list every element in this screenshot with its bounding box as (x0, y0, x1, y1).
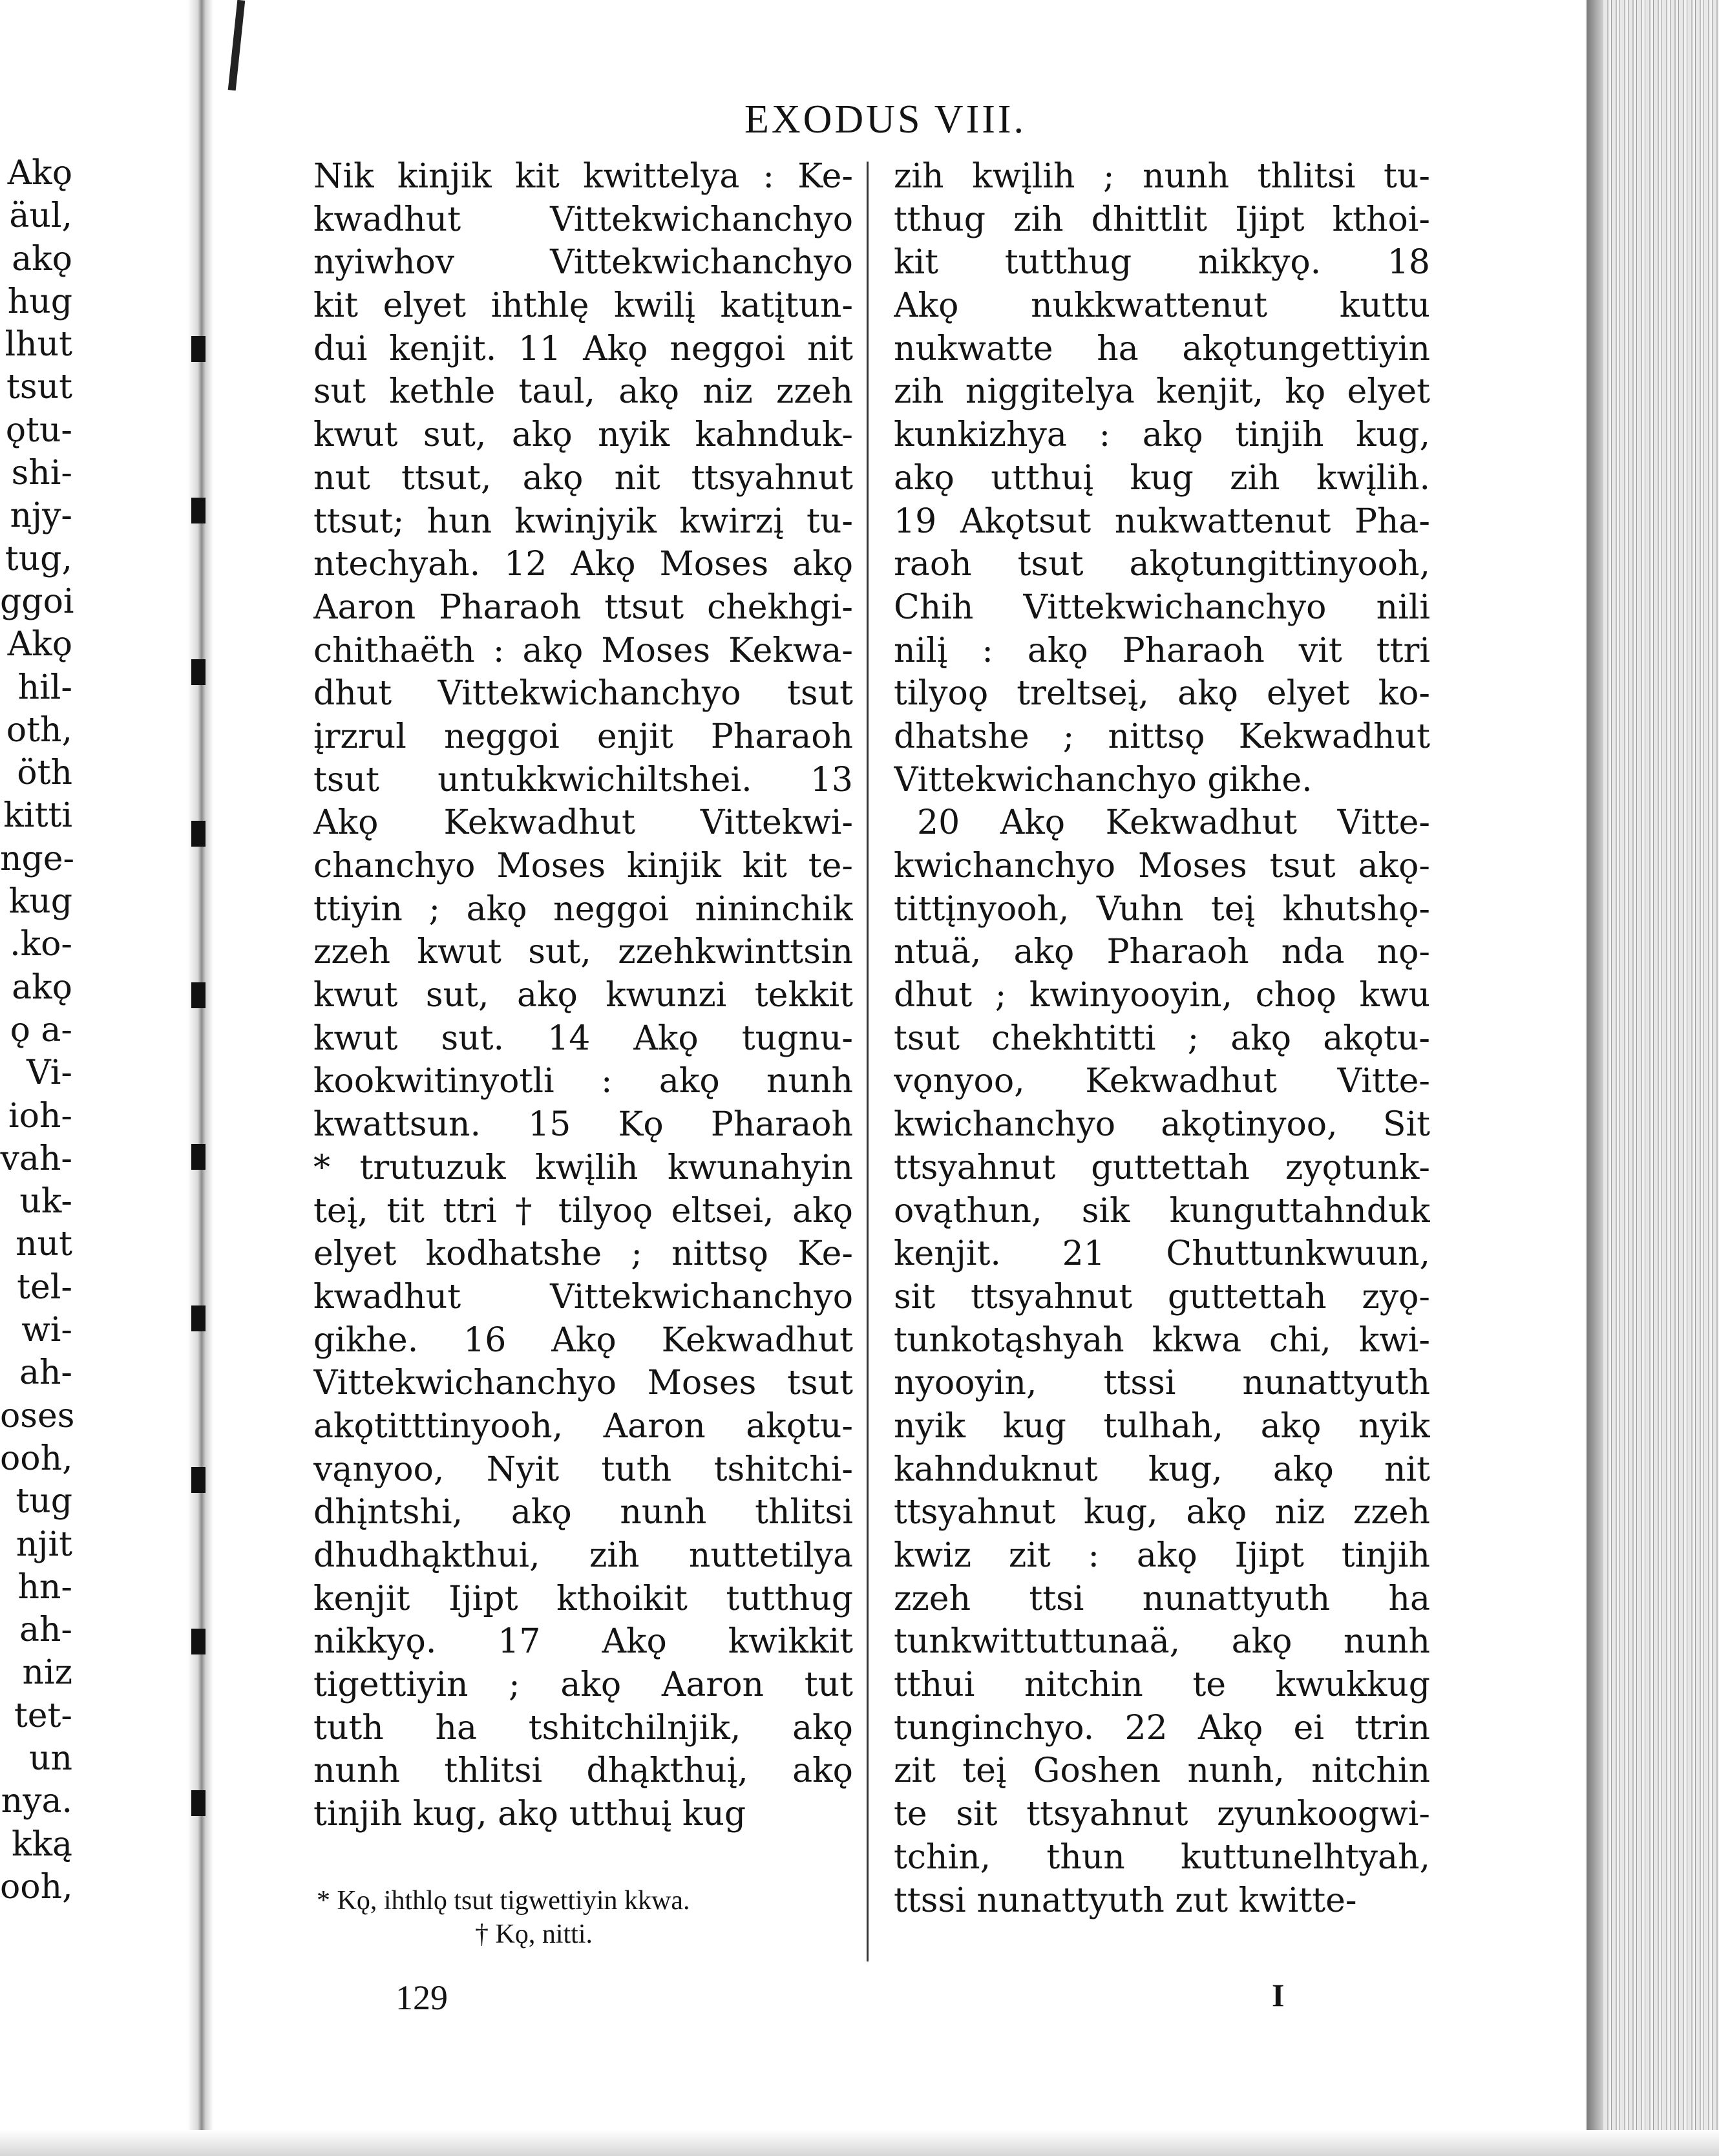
bottom-shadow (0, 2130, 1719, 2156)
text-line: kwut sut, akǫ nyik kahnduk- (313, 416, 853, 455)
fragment-line: njit (16, 1525, 72, 1564)
text-line: nyooyin, ttssi nunattyuth (894, 1364, 1430, 1403)
binding-stitches (191, 336, 209, 1887)
fragment-line: ggoi (0, 582, 74, 621)
text-line: ntechyah. 12 Akǫ Moses akǫ (313, 545, 853, 584)
text-line: nyik kug tulhah, akǫ nyik (894, 1406, 1430, 1446)
text-line: zih kwįlih ; nunh thlitsi tu- (894, 157, 1430, 196)
text-line: dhatshe ; nittsǫ Kekwadhut (894, 717, 1430, 756)
text-line: gikhe. 16 Akǫ Kekwadhut (313, 1320, 853, 1360)
column-rule (867, 162, 869, 1961)
text-line: Vittekwichanchyo gikhe. (894, 760, 1313, 799)
fragment-line: Akǫ (7, 154, 72, 193)
text-line: nukwatte ha akǫtungettiyin (894, 329, 1430, 368)
fragment-line: nut (16, 1225, 72, 1264)
text-line: Akǫ nukkwattenut kuttu (894, 286, 1430, 326)
page-edge-shadow (1587, 0, 1603, 2156)
text-line: dhįntshi, akǫ nunh thlitsi (313, 1493, 853, 1532)
fragment-line: hug (7, 282, 72, 321)
text-line: kwattsun. 15 Kǫ Pharaoh (313, 1105, 853, 1145)
fragment-line: tug (16, 1482, 72, 1521)
fragment-line: kką (11, 1824, 72, 1864)
fragment-line: ioh- (8, 1096, 72, 1136)
text-line: įrzrul neggoi enjit Pharaoh (313, 717, 853, 756)
text-line: nikkyǫ. 17 Akǫ kwikkit (313, 1622, 853, 1662)
text-line: ttsut; hun kwinjyik kwirzį tu- (313, 502, 853, 541)
text-line: tunkwittuttunaä, akǫ nunh (894, 1622, 1430, 1662)
text-line: teį, tit ttri † tilyoǫ eltsei, akǫ (313, 1191, 853, 1231)
text-line: akǫtitttinyooh, Aaron akǫtu- (313, 1406, 853, 1446)
text-line: kwichanchyo Moses tsut akǫ- (894, 847, 1430, 885)
text-line: nut ttsut, akǫ nit ttsyahnut (313, 458, 853, 498)
running-head: EXODUS VIII. (744, 98, 1027, 142)
text-line: ttsyahnut kug, akǫ niz zzeh (894, 1493, 1430, 1532)
fragment-line: ah- (19, 1611, 72, 1650)
fragment-line: uk- (19, 1182, 72, 1221)
fragment-line: Vi- (26, 1053, 72, 1093)
fragment-line: nge- (0, 839, 75, 878)
text-line: vąnyoo, Nyit tuth tshitchi- (313, 1450, 853, 1489)
text-line: 20 Akǫ Kekwadhut Vitte- (917, 803, 1430, 843)
text-line: dhudhąkthui, zih nuttetilya (313, 1536, 853, 1575)
page-edges (1587, 0, 1719, 2156)
fragment-line: ah- (19, 1353, 72, 1393)
text-line: ttiyin ; akǫ neggoi nininchik (313, 889, 853, 929)
fragment-line: oses (0, 1396, 75, 1435)
text-line: dhut Vittekwichanchyo tsut (313, 674, 853, 713)
fragment-line: hn- (17, 1567, 72, 1607)
text-line: tinjih kug, akǫ utthuį kug (313, 1795, 746, 1834)
text-line: zit teį Goshen nunh, nitchin (894, 1751, 1430, 1791)
text-line: sit ttsyahnut guttettah zyǫ- (894, 1277, 1430, 1316)
text-line: kenjit. 21 Chuttunkwuun, (894, 1234, 1430, 1274)
text-line: dui kenjit. 11 Akǫ neggoi nit (313, 329, 853, 368)
text-line: kookwitinyotli : akǫ nunh (313, 1062, 853, 1101)
text-line: Chih Vittekwichanchyo nili (894, 587, 1430, 627)
fragment-line: un (29, 1739, 72, 1778)
fragment-line: öth (17, 754, 72, 793)
text-line: kahnduknut kug, akǫ nit (894, 1450, 1430, 1489)
text-line: tigettiyin ; akǫ Aaron tut (313, 1665, 853, 1705)
fragment-line: ǫ a- (10, 1010, 72, 1050)
text-line: ovąthun, sik kunguttahnduk (894, 1191, 1430, 1231)
footnote: † Kǫ, nitti. (475, 1919, 593, 1949)
fragment-line: akǫ (12, 967, 72, 1007)
text-line: * trutuzuk kwįlih kwunahyin (313, 1148, 853, 1187)
text-column-right (894, 155, 1430, 1922)
text-line: kit tutthug nikkyǫ. 18 (894, 243, 1430, 282)
text-line: tuth ha tshitchilnjik, akǫ (313, 1708, 853, 1748)
text-line: nilį : akǫ Pharaoh vit ttri (894, 631, 1430, 670)
text-line: vǫnyoo, Kekwadhut Vitte- (894, 1062, 1430, 1101)
text-line: nunh thlitsi dhąkthuį, akǫ (313, 1751, 853, 1791)
fragment-line: tug, (5, 539, 72, 578)
text-line: tthui nitchin te kwukkug (894, 1665, 1430, 1705)
text-line: chanchyo Moses kinjik kit te- (313, 847, 853, 885)
fragment-line: tel- (17, 1267, 72, 1307)
fragment-line: wi- (21, 1311, 72, 1350)
text-line: kwut sut. 14 Akǫ tugnu- (313, 1019, 853, 1058)
fragment-line: tet- (14, 1696, 72, 1735)
fragment-line: tsut (6, 368, 72, 407)
text-line: tunginchyo. 22 Akǫ ei ttrin (894, 1708, 1430, 1748)
fragment-line: hil- (17, 668, 72, 707)
text-line: ntuä, akǫ Pharaoh nda nǫ- (894, 933, 1430, 972)
fragment-line: äul, (9, 196, 72, 236)
footnote: * Kǫ, ihthlǫ tsut tigwettiyin kkwa. (317, 1886, 690, 1916)
text-line: raoh tsut akǫtungittinyooh, (894, 545, 1430, 584)
text-line: zzeh kwut sut, zzehkwinttsin (313, 933, 853, 972)
footnotes (317, 1884, 853, 1951)
text-line: tthug zih dhittlit Ijipt kthoi- (894, 200, 1430, 239)
text-line: kunkizhya : akǫ tinjih kug, (894, 416, 1430, 455)
left-page-fragment (0, 152, 78, 1908)
text-line: elyet kodhatshe ; nittsǫ Ke- (313, 1234, 853, 1274)
text-line: te sit ttsyahnut zyunkoogwi- (894, 1795, 1430, 1834)
fragment-line: njy- (10, 496, 72, 536)
text-line: dhut ; kwinyooyin, choǫ kwu (894, 976, 1430, 1015)
text-line: chithaëth : akǫ Moses Kekwa- (313, 631, 853, 670)
text-line: Nik kinjik kit kwittelya : Ke- (313, 157, 853, 196)
fragment-line: vah- (0, 1139, 72, 1178)
gutter-mark (228, 0, 246, 90)
fragment-line: ǫtu- (5, 410, 72, 450)
fragment-line: shi- (11, 454, 72, 493)
text-line: kit elyet ihthlę kwilį katįtun- (313, 286, 853, 326)
text-line: ttsyahnut guttettah zyǫtunk- (894, 1148, 1430, 1187)
text-line: tsut untukkwichiltshei. 13 (313, 760, 853, 799)
signature-mark: I (1272, 1977, 1285, 2013)
page-number: 129 (395, 1978, 448, 2017)
fragment-line: Akǫ (7, 625, 72, 664)
fragment-line: kug (8, 882, 72, 922)
fragment-line: akǫ (12, 239, 72, 279)
text-line: kwadhut Vittekwichanchyo (313, 200, 853, 239)
fragment-line: niz (22, 1653, 72, 1693)
text-line: kwut sut, akǫ kwunzi tekkit (313, 976, 853, 1015)
text-line: kwiz zit : akǫ Ijipt tinjih (894, 1536, 1430, 1575)
fragment-line: lhut (5, 325, 72, 365)
text-line: nyiwhov Vittekwichanchyo (313, 243, 853, 282)
text-line: zih niggitelya kenjit, kǫ elyet (894, 372, 1430, 412)
text-line: kenjit Ijipt kthoikit tutthug (313, 1579, 853, 1618)
text-column-left (313, 155, 853, 1836)
text-line: 19 Akǫtsut nukwattenut Pha- (894, 502, 1430, 541)
text-line: tilyoǫ treltseį, akǫ elyet ko- (894, 674, 1430, 713)
text-line: ttssi nunattyuth zut kwitte- (894, 1881, 1357, 1920)
fragment-line: ooh, (0, 1439, 73, 1478)
text-line: tsut chekhtitti ; akǫ akǫtu- (894, 1019, 1430, 1058)
text-line: zzeh ttsi nunattyuth ha (894, 1579, 1430, 1618)
text-line: Vittekwichanchyo Moses tsut (313, 1364, 853, 1403)
fragment-line: oth, (6, 710, 72, 750)
text-line: Aaron Pharaoh ttsut chekhgi- (313, 587, 853, 627)
fragment-line: nya. (1, 1782, 72, 1821)
text-line: akǫ utthuį kug zih kwįlih. (894, 458, 1430, 498)
fragment-line: kitti (3, 796, 72, 836)
text-line: kwadhut Vittekwichanchyo (313, 1277, 853, 1316)
text-line: sut kethle taul, akǫ niz zzeh (313, 372, 853, 412)
text-line: Akǫ Kekwadhut Vittekwi- (313, 803, 853, 843)
text-line: kwichanchyo akǫtinyoo, Sit (894, 1105, 1430, 1145)
text-line: tunkotąshyah kkwa chi, kwi- (894, 1320, 1430, 1360)
fragment-line: ooh, (0, 1867, 73, 1907)
fragment-line: .ko- (10, 925, 72, 964)
text-line: tittįnyooh, Vuhn teį khutshǫ- (894, 889, 1430, 929)
text-line: tchin, thun kuttunelhtyah, (894, 1837, 1430, 1877)
